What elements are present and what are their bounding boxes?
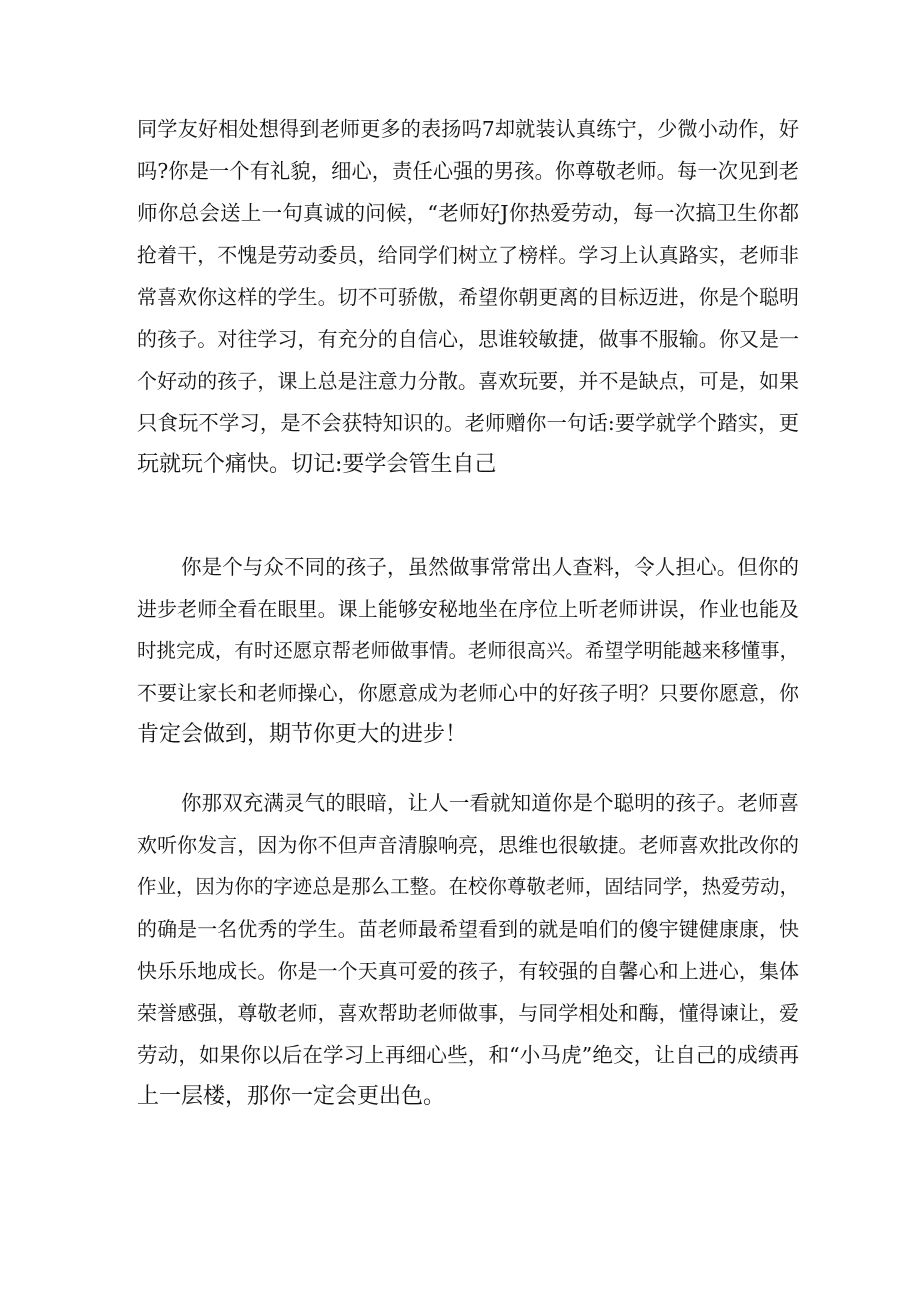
text-line: 的确是一名优秀的学生。苗老师最希望看到的就是咱们的傻宇键健康康，快 bbox=[137, 917, 799, 941]
text-line: 不要让家长和老师操心，你愿意成为老师心中的好孩子明？只要你愿意，你 bbox=[137, 681, 799, 705]
text-line: 吗?你是一个有礼貌，细心，责任心强的男孩。你尊敬老师。每一次见到老 bbox=[137, 159, 799, 183]
text-line: 个好动的孩子，课上总是注意力分散。喜欢玩要，并不是缺点，可是，如果 bbox=[137, 369, 799, 393]
paragraph-1 bbox=[137, 108, 799, 486]
text-line: 的孩子。对往学习，有充分的自信心，思谁较敏捷，做事不服输。你又是一 bbox=[137, 327, 799, 351]
paragraph-3 bbox=[137, 782, 799, 1118]
text-line: 肯定会做到，期节你更大的进步！ bbox=[137, 722, 468, 747]
text-line: 快乐乐地成长。你是一个天真可爱的孩子，有较强的自馨心和上进心，集体 bbox=[137, 959, 799, 983]
text-line: 时挑完成，有时还愿京帮老师做事情。老师很高兴。希望学明能越来移懂事， bbox=[137, 639, 799, 662]
text-line: 玩就玩个痛快。切记:要学会管生自己 bbox=[137, 452, 497, 477]
text-line: 常喜欢你这样的学生。切不可骄傲，希望你朝更离的目标迈进，你是个聪明 bbox=[137, 285, 799, 309]
text-line: 上一层楼，那你一定会更出色。 bbox=[137, 1084, 446, 1109]
paragraph-2 bbox=[137, 546, 799, 756]
text-line: 欢听你发言，因为你不但声音清腺响亮，思维也很敏捷。老师喜欢批改你的 bbox=[137, 833, 799, 857]
text-line: 你是个与众不同的孩子，虽然做事常常出人查料，令人担心。但你的 bbox=[181, 555, 799, 579]
text-line: 师你总会送上一句真诚的问候，“老师好J你热爱劳动，每一次搞卫生你都 bbox=[137, 201, 799, 225]
text-line: 同学友好相处想得到老师更多的表扬吗7却就装认真练宁，少微小动作，好 bbox=[137, 117, 799, 141]
text-line: 只食玩不学习，是不会获特知识的。老师赠你一句话:要学就学个踏实，更 bbox=[137, 411, 799, 435]
text-line: 作业，因为你的字迹总是那么工整。在校你尊敬老师，固结同学，热爱劳动， bbox=[137, 875, 799, 898]
text-line: 劳动，如果你以后在学习上再细心些，和“小马虎”绝交，让自己的成绩再 bbox=[137, 1043, 799, 1067]
text-line: 荣誉感强，尊敬老师，喜欢帮助老师做事，与同学相处和酶，懂得谏让，爱 bbox=[137, 1001, 799, 1025]
text-line: 你那双充满灵气的眼暗，让人一看就知道你是个聪明的孩子。老师喜 bbox=[181, 791, 799, 815]
text-line: 进步老师全看在眼里。课上能够安秘地坐在序位上听老师讲误，作业也能及 bbox=[137, 597, 799, 621]
text-line: 抢着干，不愧是劳动委员，给同学们树立了榜样。学习上认真路实，老师非 bbox=[137, 243, 799, 267]
